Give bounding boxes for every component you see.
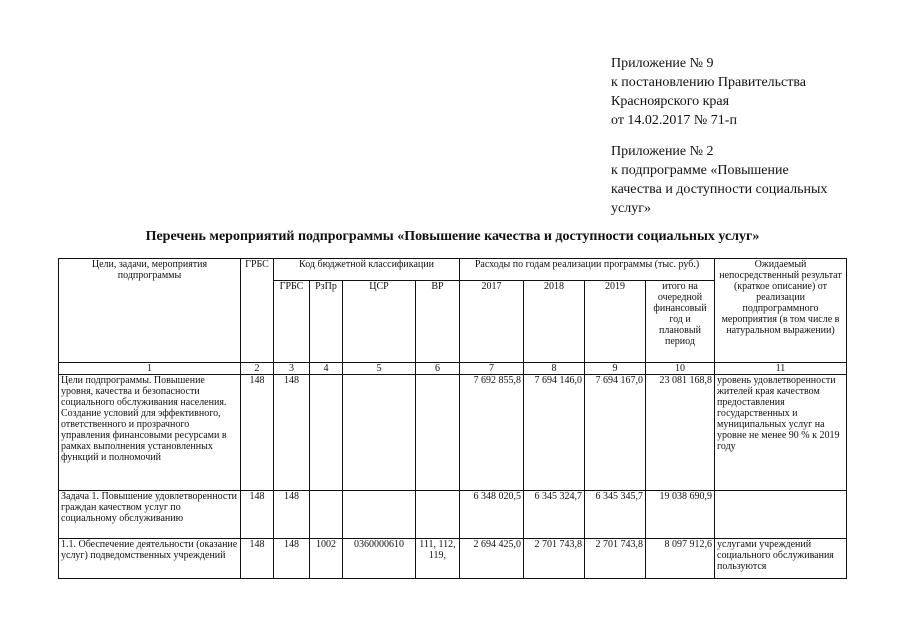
col-header-rzpr: РзПр bbox=[310, 281, 343, 363]
col-header-code-group: Код бюджетной классификации bbox=[274, 259, 460, 281]
column-number: 1 bbox=[59, 363, 241, 375]
row-rzpr: 1002 bbox=[310, 539, 343, 579]
col-header-2017: 2017 bbox=[460, 281, 524, 363]
table-row bbox=[59, 539, 847, 579]
appendix-9-line: Красноярского края bbox=[611, 94, 730, 109]
col-header-expenses-group: Расходы по годам реализации программы (тыс. руб.) bbox=[460, 259, 715, 281]
row-2018: 7 694 146,0 bbox=[524, 375, 585, 491]
row-2019: 2 701 743,8 bbox=[585, 539, 646, 579]
col-header-result: Ожидаемый непосредственный результат (краткое описание) от реализации подпрограммного мероприятия (в том числе в натуральном выражении) bbox=[715, 259, 847, 363]
row-total: 19 038 690,9 bbox=[646, 491, 715, 539]
col-header-code-grbs: ГРБС bbox=[274, 281, 310, 363]
appendix-9-line: от 14.02.2017 № 71-п bbox=[611, 113, 737, 128]
column-number: 9 bbox=[585, 363, 646, 375]
row-name: Цели подпрограммы. Повышение уровня, качества и безопасности социального обслуживания населения. Создание условий для эффективного, ответственного и прозрачного управления финансовыми ресурсами в рамках выполнения установленных функций и полномочий bbox=[59, 375, 241, 491]
appendix-9-line: Приложение № 9 bbox=[611, 56, 714, 71]
row-2019: 7 694 167,0 bbox=[585, 375, 646, 491]
row-code-grbs: 148 bbox=[274, 375, 310, 491]
column-number: 2 bbox=[241, 363, 274, 375]
col-header-grbs: ГРБС bbox=[241, 259, 274, 363]
col-header-csr: ЦСР bbox=[343, 281, 416, 363]
appendix-9-line: к постановлению Правительства bbox=[611, 75, 807, 90]
appendix-2-line: качества и доступности социальных bbox=[611, 182, 828, 197]
row-grbs: 148 bbox=[241, 375, 274, 491]
row-result: услугами учреждений социального обслуживания пользуются bbox=[715, 539, 847, 579]
row-rzpr bbox=[310, 375, 343, 491]
row-result bbox=[715, 491, 847, 539]
column-number: 4 bbox=[310, 363, 343, 375]
row-grbs: 148 bbox=[241, 491, 274, 539]
appendix-2-line: Приложение № 2 bbox=[611, 144, 714, 159]
table-row bbox=[59, 375, 847, 491]
column-number: 7 bbox=[460, 363, 524, 375]
column-number: 8 bbox=[524, 363, 585, 375]
column-number: 11 bbox=[715, 363, 847, 375]
column-number: 10 bbox=[646, 363, 715, 375]
row-name: Задача 1. Повышение удовлетворенности граждан качеством услуг по социальному обслуживанию bbox=[59, 491, 241, 539]
row-2018: 2 701 743,8 bbox=[524, 539, 585, 579]
col-header-2019: 2019 bbox=[585, 281, 646, 363]
appendix-2-line: услуг» bbox=[611, 201, 651, 216]
row-result: уровень удовлетворенности жителей края качеством предоставления государственных и муниципальных услуг на уровне не менее 90 % к 2019 году bbox=[715, 375, 847, 491]
table-header-row bbox=[59, 259, 847, 281]
row-vr bbox=[416, 375, 460, 491]
row-2017: 6 348 020,5 bbox=[460, 491, 524, 539]
column-number-row bbox=[59, 363, 847, 375]
row-vr bbox=[416, 491, 460, 539]
row-total: 8 097 912,6 bbox=[646, 539, 715, 579]
column-number: 3 bbox=[274, 363, 310, 375]
row-code-grbs: 148 bbox=[274, 491, 310, 539]
row-csr bbox=[343, 375, 416, 491]
row-grbs: 148 bbox=[241, 539, 274, 579]
row-2017: 2 694 425,0 bbox=[460, 539, 524, 579]
row-rzpr bbox=[310, 491, 343, 539]
col-header-total: итого на очередной финансовый год и плановый период bbox=[646, 281, 715, 363]
document-title: Перечень мероприятий подпрограммы «Повышение качества и доступности социальных услуг» bbox=[145, 229, 760, 244]
row-name: 1.1. Обеспечение деятельности (оказание услуг) подведомственных учреждений bbox=[59, 539, 241, 579]
column-number: 6 bbox=[416, 363, 460, 375]
row-vr: 111, 112, 119, bbox=[416, 539, 460, 579]
appendix-2-block bbox=[611, 142, 827, 218]
appendix-2-line: к подпрограмме «Повышение bbox=[611, 163, 789, 178]
row-csr bbox=[343, 491, 416, 539]
row-total: 23 081 168,8 bbox=[646, 375, 715, 491]
col-header-goals: Цели, задачи, мероприятия подпрограммы bbox=[59, 259, 241, 363]
appendix-9-block bbox=[611, 54, 806, 130]
row-2019: 6 345 345,7 bbox=[585, 491, 646, 539]
col-header-vr: ВР bbox=[416, 281, 460, 363]
row-2018: 6 345 324,7 bbox=[524, 491, 585, 539]
activities-table bbox=[58, 258, 847, 579]
table-row bbox=[59, 491, 847, 539]
row-csr: 0360000610 bbox=[343, 539, 416, 579]
row-2017: 7 692 855,8 bbox=[460, 375, 524, 491]
col-header-2018: 2018 bbox=[524, 281, 585, 363]
column-number: 5 bbox=[343, 363, 416, 375]
row-code-grbs: 148 bbox=[274, 539, 310, 579]
